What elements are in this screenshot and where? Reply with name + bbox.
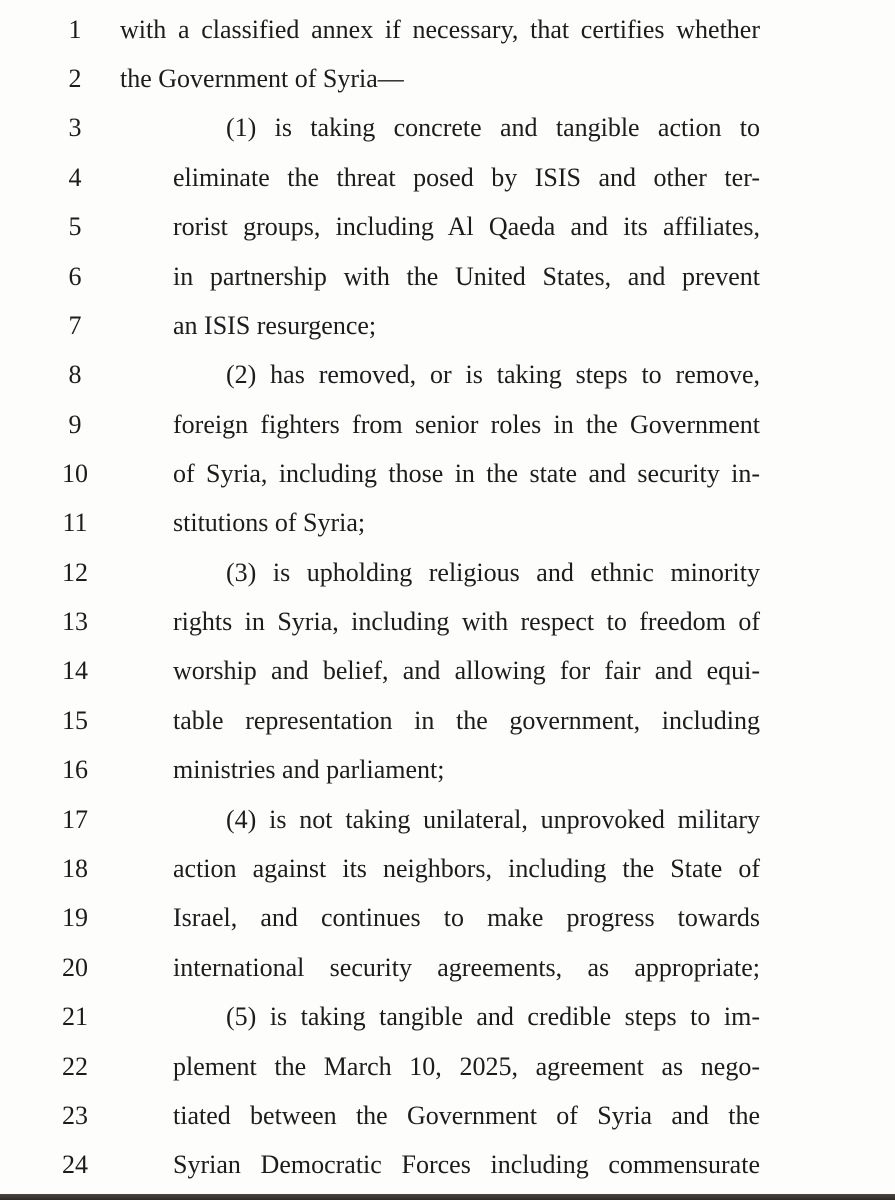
- line-number: 11: [62, 508, 88, 537]
- line-text: (5) is taking tangible and credible steps to im-: [226, 1002, 760, 1031]
- document-line: [0, 10, 895, 50]
- line-text: action against its neighbors, including the State of: [173, 854, 760, 883]
- document-line: [0, 701, 895, 741]
- line-number: 10: [62, 459, 88, 488]
- document-line: [0, 948, 895, 988]
- line-text: the Government of Syria—: [120, 64, 404, 93]
- document-line: [0, 306, 895, 346]
- line-text: (1) is taking concrete and tangible action to: [226, 113, 760, 142]
- line-number: 13: [62, 607, 88, 636]
- line-text: international security agreements, as appropriate;: [173, 953, 760, 982]
- document-line: [0, 207, 895, 247]
- line-number: 14: [62, 656, 88, 685]
- line-number: 8: [68, 360, 82, 389]
- line-text: foreign fighters from senior roles in the Government: [173, 410, 760, 439]
- document-line: [0, 800, 895, 840]
- line-text: rorist groups, including Al Qaeda and its affiliates,: [173, 212, 760, 241]
- document-line: [0, 454, 895, 494]
- line-number: 16: [62, 755, 88, 784]
- document-line: [0, 1145, 895, 1185]
- line-text: eliminate the threat posed by ISIS and other ter-: [173, 163, 760, 192]
- line-number: 1: [68, 15, 82, 44]
- line-number: 17: [62, 805, 88, 834]
- line-text: worship and belief, and allowing for fair and equi-: [173, 656, 760, 685]
- line-number: 18: [62, 854, 88, 883]
- document-line: [0, 849, 895, 889]
- document-line: [0, 1096, 895, 1136]
- line-number: 9: [68, 410, 82, 439]
- line-number: 3: [68, 113, 82, 142]
- line-number: 4: [68, 163, 82, 192]
- document-line: [0, 355, 895, 395]
- line-text: stitutions of Syria;: [173, 508, 366, 537]
- document-line: [0, 59, 895, 99]
- line-number: 2: [68, 64, 82, 93]
- document-line: [0, 405, 895, 445]
- line-text: with a classified annex if necessary, that certifies whether: [120, 15, 760, 44]
- line-number: 19: [62, 903, 88, 932]
- line-text: Israel, and continues to make progress towards: [173, 903, 760, 932]
- document-line: [0, 602, 895, 642]
- document-line: [0, 158, 895, 198]
- line-text: Syrian Democratic Forces including commensurate: [173, 1150, 760, 1179]
- line-text: plement the March 10, 2025, agreement as nego-: [173, 1052, 760, 1081]
- line-number: 21: [62, 1002, 88, 1031]
- line-number: 23: [62, 1101, 88, 1130]
- line-text: (2) has removed, or is taking steps to remove,: [226, 360, 760, 389]
- line-text: tiated between the Government of Syria and the: [173, 1101, 760, 1130]
- document-line: [0, 898, 895, 938]
- line-number: 15: [62, 706, 88, 735]
- line-number: 6: [68, 262, 82, 291]
- document-line: [0, 1047, 895, 1087]
- document-line: [0, 257, 895, 297]
- line-number: 7: [68, 311, 82, 340]
- line-text: of Syria, including those in the state and security in-: [173, 459, 760, 488]
- line-text: (4) is not taking unilateral, unprovoked military: [226, 805, 760, 834]
- line-text: rights in Syria, including with respect to freedom of: [173, 607, 760, 636]
- document-line: [0, 503, 895, 543]
- line-number: 22: [62, 1052, 88, 1081]
- document-line: [0, 750, 895, 790]
- line-text: an ISIS resurgence;: [173, 311, 377, 340]
- line-text: in partnership with the United States, and prevent: [173, 262, 760, 291]
- document-line: [0, 997, 895, 1037]
- line-text: ministries and parliament;: [173, 755, 445, 784]
- line-number: 20: [62, 953, 88, 982]
- document-line: [0, 651, 895, 691]
- line-number: 5: [68, 212, 82, 241]
- document-line: [0, 108, 895, 148]
- page-bottom-edge: [0, 1194, 895, 1200]
- line-number: 24: [62, 1150, 88, 1179]
- document-line: [0, 553, 895, 593]
- line-number: 12: [62, 558, 88, 587]
- line-text: table representation in the government, including: [173, 706, 760, 735]
- line-text: (3) is upholding religious and ethnic minority: [226, 558, 760, 587]
